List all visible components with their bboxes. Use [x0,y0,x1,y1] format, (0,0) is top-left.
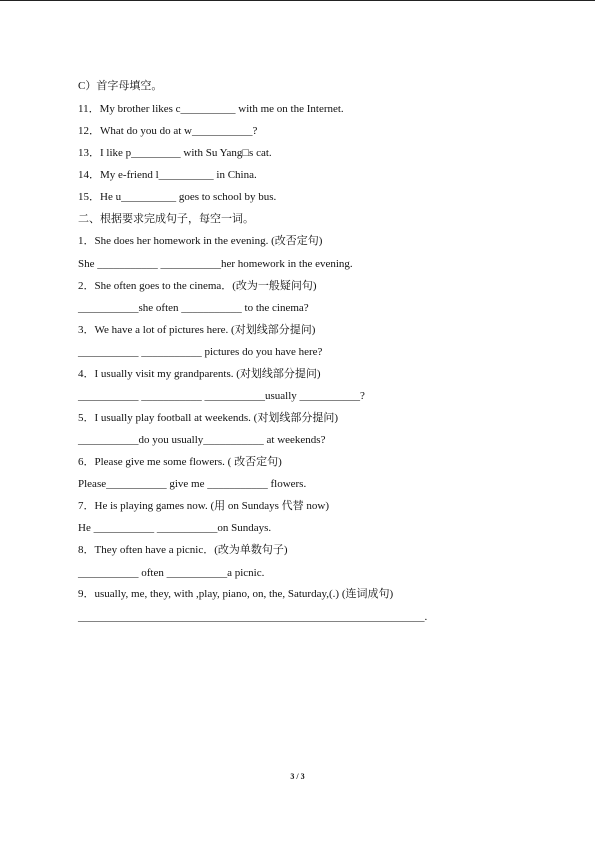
sentence-9-prompt: 9．usually, me, they, with ,play, piano, on, the, Saturday,(.) (连词成句) [78,588,394,600]
question-11: 11．My brother likes c__________ with me on the Internet. [78,103,344,115]
sentence-4-answer: ___________ ___________ ___________usually ___________? [78,390,365,402]
question-12: 12．What do you do at w___________? [78,125,258,137]
sentence-3-prompt: 3．We have a lot of pictures here. (对划线部分提问) [78,324,316,336]
page-number: 3 / 3 [290,772,305,781]
sentence-7-answer: He ___________ ___________on Sundays. [78,522,272,534]
section-2-heading: 二、根据要求完成句子，每空一词。 [78,213,254,225]
sentence-5-answer: ___________do you usually___________ at weekends? [78,434,326,446]
question-15: 15．He u__________ goes to school by bus. [78,191,277,203]
sentence-6-prompt: 6．Please give me some flowers. ( 改否定句) [78,456,282,468]
sentence-2-prompt: 2．She often goes to the cinema．(改为一般疑问句) [78,280,317,292]
sentence-7-prompt: 7．He is playing games now. (用 on Sundays 代替 now) [78,500,330,512]
sentence-3-answer: ___________ ___________ pictures do you have here? [78,346,323,358]
sentence-1-answer: She ___________ ___________her homework in the evening. [78,258,353,270]
sentence-8-prompt: 8．They often have a picnic．(改为单数句子) [78,544,288,556]
sentence-6-answer: Please___________ give me ___________ flowers. [78,478,307,490]
sentence-5-prompt: 5．I usually play football at weekends. (对划线部分提问) [78,412,338,424]
top-border-line [0,0,595,1]
sentence-9-answer: _______________________________________________________________. [78,611,428,623]
question-14: 14．My e-friend l__________ in China. [78,169,257,181]
section-c-heading: C）首字母填空。 [78,80,163,92]
sentence-2-answer: ___________she often ___________ to the cinema? [78,302,309,314]
question-13: 13．I like p_________ with Su Yang□s cat. [78,147,272,159]
sentence-8-answer: ___________ often ___________a picnic. [78,567,265,579]
sentence-4-prompt: 4．I usually visit my grandparents. (对划线部分提问) [78,368,321,380]
sentence-1-prompt: 1．She does her homework in the evening. (改否定句) [78,235,323,247]
